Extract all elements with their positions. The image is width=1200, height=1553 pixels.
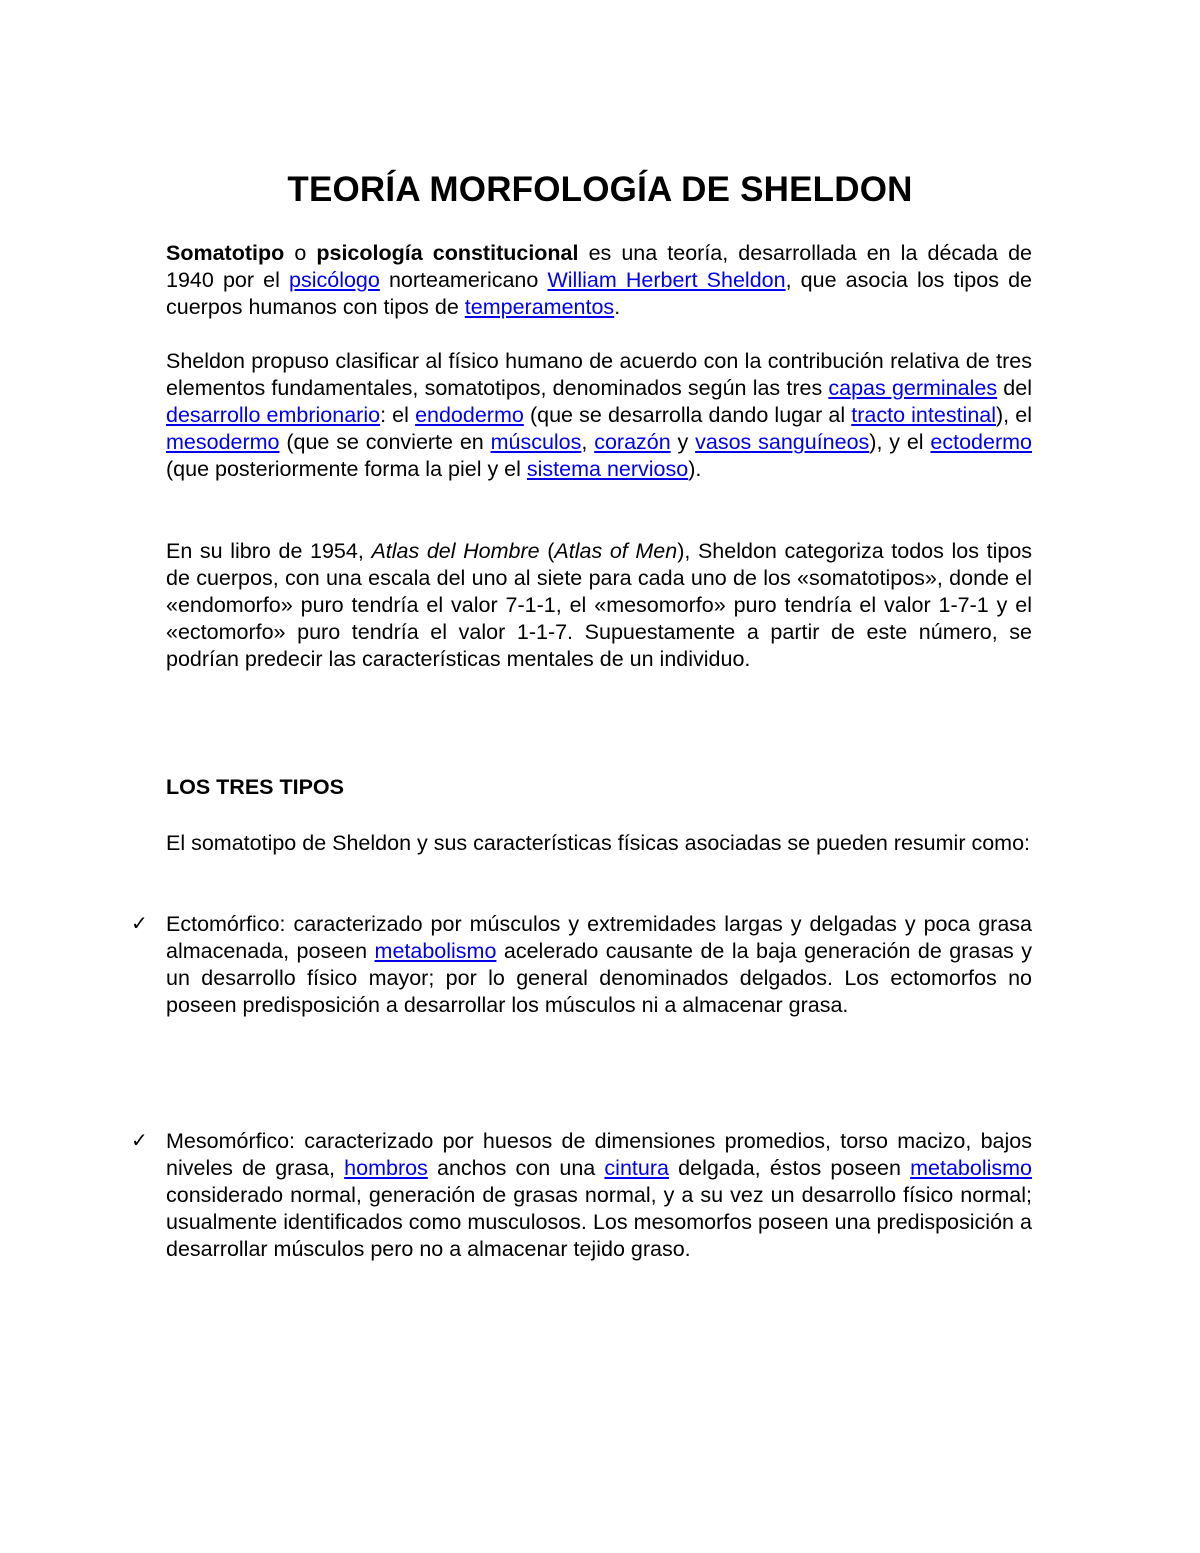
link-temperamentos[interactable]: temperamentos bbox=[464, 295, 615, 320]
book-title-spanish: Atlas del Hombre bbox=[371, 539, 540, 563]
text-span: : el bbox=[380, 403, 416, 428]
text-span: , bbox=[581, 430, 595, 455]
checkmark-icon: ✓ bbox=[131, 1130, 148, 1152]
link-cintura[interactable]: cintura bbox=[604, 1156, 669, 1181]
text-span: considerado normal, generación de grasas normal, y a su vez un desarrollo físico normal; usualmente identificados como musculosos. Los mesomorfos poseen una predisposición a desarrollar músculos pero no a almacenar tejido graso. bbox=[166, 1183, 1032, 1262]
text-span: ), y el bbox=[869, 430, 931, 455]
atlas-paragraph bbox=[166, 538, 1032, 673]
link-capas-germinales[interactable]: capas germinales bbox=[828, 376, 998, 401]
text-span: norteamericano bbox=[379, 268, 548, 293]
text-span: y bbox=[670, 430, 696, 455]
term-psicologia-constitucional: psicología constitucional bbox=[316, 241, 579, 265]
text-span: (que se convierte en bbox=[279, 430, 491, 455]
bullet-mesomorfico bbox=[166, 1128, 1032, 1263]
link-desarrollo-embrionario[interactable]: desarrollo embrionario bbox=[166, 403, 381, 428]
link-psicologo[interactable]: psicólogo bbox=[289, 268, 380, 293]
link-vasos-sanguineos[interactable]: vasos sanguíneos bbox=[695, 430, 870, 455]
link-endodermo[interactable]: endodermo bbox=[415, 403, 524, 428]
text-span: anchos con una bbox=[427, 1156, 605, 1181]
link-hombros[interactable]: hombros bbox=[344, 1156, 428, 1181]
text-span: ( bbox=[539, 539, 555, 563]
intro-paragraph bbox=[166, 240, 1032, 321]
link-metabolismo[interactable]: metabolismo bbox=[374, 939, 497, 964]
text-span: ), el bbox=[996, 403, 1033, 428]
text-span: o bbox=[284, 241, 317, 265]
link-corazon[interactable]: corazón bbox=[594, 430, 671, 455]
text-span: Sheldon propuso clasificar al físico humano de acuerdo con la contribución relativa de tres elementos fundamentales, somatotipos, denominados según las tres bbox=[166, 349, 1032, 401]
link-tracto-intestinal[interactable]: tracto intestinal bbox=[851, 403, 997, 428]
text-span: El somatotipo de Sheldon y sus características físicas asociadas se pueden resumir como: bbox=[166, 831, 1030, 855]
text-span: Ectomórfico: caracterizado por músculos y extremidades largas y delgadas y poca grasa almacenada, poseen bbox=[166, 912, 1032, 964]
text-span: (que posteriormente forma la piel y el bbox=[166, 457, 527, 482]
text-span: ), Sheldon categoriza todos los tipos de cuerpos, con una escala del uno al siete para cada uno de los «somatotipos», donde el «endomorfo» puro tendría el valor 7-1-1, el «mesomorfo» puro tendría el valor 1-7-1 y el «ectomorfo» puro tendría el valor 1-1-7. Supuestamente a partir de este número, se podrían predecir las características mentales de un individuo. bbox=[166, 539, 1033, 672]
book-title-english: Atlas of Men bbox=[554, 539, 678, 563]
text-span: Mesomórfico: caracterizado por huesos de dimensiones promedios, torso macizo, bajos niveles de grasa, bbox=[166, 1129, 1032, 1181]
text-span: (que se desarrolla dando lugar al bbox=[523, 403, 852, 428]
text-span: delgada, éstos poseen bbox=[668, 1156, 911, 1181]
link-sistema-nervioso[interactable]: sistema nervioso bbox=[526, 457, 689, 482]
text-span: es una teoría, desarrollada en la década de 1940 por el bbox=[166, 241, 1033, 293]
section-heading: LOS TRES TIPOS bbox=[166, 775, 344, 799]
term-somatotipo: Somatotipo bbox=[166, 241, 285, 265]
text-span: , que asocia los tipos de cuerpos humanos con tipos de bbox=[166, 268, 1032, 320]
checkmark-icon: ✓ bbox=[131, 913, 148, 935]
link-mesodermo[interactable]: mesodermo bbox=[166, 430, 280, 455]
link-musculos[interactable]: músculos bbox=[490, 430, 582, 455]
link-william-herbert-sheldon[interactable]: William Herbert Sheldon bbox=[547, 268, 786, 293]
text-span: . bbox=[614, 295, 621, 320]
link-metabolismo[interactable]: metabolismo bbox=[910, 1156, 1033, 1181]
text-span: acelerado causante de la baja generación de grasas y un desarrollo físico mayor; por lo general denominados delgados. Los ectomorfos no poseen predisposición a desarrollar los músculos ni a almacenar grasa. bbox=[166, 939, 1032, 1018]
text-span: En su libro de 1954, bbox=[166, 539, 372, 563]
germ-layers-paragraph bbox=[166, 348, 1032, 483]
link-ectodermo[interactable]: ectodermo bbox=[930, 430, 1033, 455]
page-title: TEORÍA MORFOLOGÍA DE SHELDON bbox=[287, 170, 913, 209]
bullet-ectomorfico bbox=[166, 911, 1032, 1019]
text-span: ). bbox=[688, 457, 702, 482]
text-span: del bbox=[997, 376, 1032, 401]
summary-intro-paragraph bbox=[166, 830, 1032, 857]
